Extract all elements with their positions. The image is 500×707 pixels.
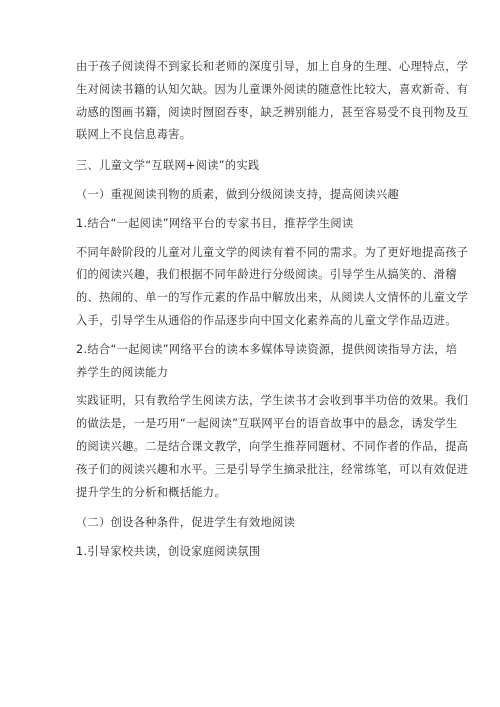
paragraph-line: 实践证明，只有教给学生阅读方法，学生读书才会收到事半功倍的效果。我们 (76, 394, 469, 408)
paragraph-line: 的做法是，一是巧用“一起阅读”互联网平台的语音故事中的悬念，诱发学生 (76, 417, 458, 431)
paragraph-reading-guidance (76, 56, 469, 147)
paragraph-line: 的阅读兴趣。二是结合课文教学，向学生推荐同题材、不同作者的作品，提高 (76, 439, 469, 453)
document-body (76, 56, 469, 564)
paragraph-line: 们的阅读兴趣，我们根据不同年龄进行分级阅读。引导学生从搞笑的、滑稽 (76, 268, 457, 282)
section-heading: 三、儿童文学“互联网+阅读”的实践 (76, 159, 260, 173)
paragraph-line: 孩子们的阅读兴趣和水平。三是引导学生摘录批注，经常练笔，可以有效促进 (76, 462, 469, 476)
paragraph-line: 生对阅读书籍的认知欠缺。因为儿童课外阅读的随意性比较大，喜欢新奇、有 (76, 82, 469, 96)
paragraph-line: 的、热闹的、单一的写作元素的作品中解放出来，从阅读人文情怀的儿童文学 (76, 291, 469, 305)
paragraph-line: 提升学生的分析和概括能力。 (76, 485, 226, 499)
item-heading-line: 2.结合“一起阅读”网络平台的读本多媒体导读资源，提供阅读指导方法，培 (76, 342, 458, 356)
paragraph-line: 入手，引导学生从通俗的作品逐步向中国文化素养高的儿童文学作品迈进。 (76, 313, 457, 327)
item-heading: 1.引导家校共读，创设家庭阅读氛围 (76, 545, 261, 559)
item-heading (76, 339, 458, 385)
paragraph-line: 联网上不良信息毒害。 (76, 128, 192, 142)
paragraph-line: 不同年龄阶段的儿童对儿童文学的阅读有着不同的需求。为了更好地提高孩子 (76, 245, 469, 259)
paragraph-line: 由于孩子阅读得不到家长和老师的深度引导，加上自身的生理、心理特点，学 (76, 60, 469, 73)
paragraph-reading-methods (76, 390, 469, 504)
item-heading: 1.结合“一起阅读”网络平台的专家书目，推荐学生阅读 (76, 216, 354, 230)
subsection-heading: （二）创设各种条件，促进学生有效地阅读 (76, 516, 296, 530)
subsection-heading: （一）重视阅读刊物的质素，做到分级阅读支持，提高阅读兴趣 (76, 187, 400, 201)
paragraph-line: 动感的图画书籍，阅读时囫囵吞枣，缺乏辨别能力，甚至容易受不良刊物及互 (76, 105, 469, 119)
paragraph-graded-reading (76, 242, 469, 333)
item-heading-line: 养学生的阅读能力 (76, 365, 169, 379)
